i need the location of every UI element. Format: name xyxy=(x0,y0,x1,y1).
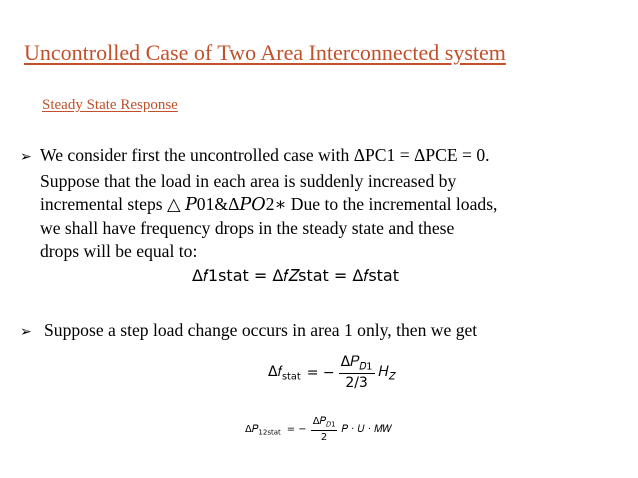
paragraph-1-line-3: incremental steps △ 𝑃01&Δ𝑃𝑂2∗ Due to the incremental loads, xyxy=(40,194,498,214)
formula2-numerator: Δ𝑃$_{𝐷1}$ xyxy=(311,416,338,431)
formula1-lhs: Δ𝑓$_{stat}$ xyxy=(268,363,301,382)
paragraph-1-line-5: drops will be equal to: xyxy=(40,241,198,261)
formula1-equals: = − xyxy=(306,364,335,381)
formula1-denominator: 2/3 xyxy=(345,375,368,392)
paragraph-2 xyxy=(20,320,477,341)
paragraph-1-line-4: we shall have frequency drops in the steady state and these xyxy=(40,217,455,238)
formula1-tail: 𝐻$_𝑍$ xyxy=(378,363,395,382)
section-subtitle: Steady State Response xyxy=(42,97,178,113)
arrow-bullet-icon: ➢ xyxy=(20,149,32,165)
paragraph-2-text: Suppose a step load change occurs in area 1 only, then we get xyxy=(44,320,478,340)
formula-delta-p12-stat xyxy=(245,416,392,443)
paragraph-1-line-2: Suppose that the load in each area is suddenly increased by xyxy=(40,170,457,191)
frequency-drop-equation: Δ𝑓1stat = Δ𝑓𝑍stat = Δ𝑓stat xyxy=(192,265,400,285)
slide-title: Uncontrolled Case of Two Area Interconnected system xyxy=(24,40,506,65)
paragraph-1 xyxy=(20,144,620,287)
formula2-equals: = − xyxy=(286,424,307,436)
formula-delta-f-stat xyxy=(268,354,395,391)
formula2-denominator: 2 xyxy=(320,432,328,444)
formula2-fraction xyxy=(311,416,338,443)
formula1-numerator: Δ𝑃$_{𝐷1}$ xyxy=(340,354,373,373)
formula1-fraction xyxy=(339,354,375,391)
paragraph-1-line-1: ➢ We consider first the uncontrolled case with ΔPC1 = ΔPCE = 0. xyxy=(20,144,620,170)
arrow-bullet-icon: ➢ xyxy=(20,324,32,340)
formula2-lhs: Δ𝑃$_{12stat}$ xyxy=(245,423,281,436)
formula2-tail: 𝑃 · 𝑈 · 𝑀𝑊 xyxy=(341,424,393,436)
